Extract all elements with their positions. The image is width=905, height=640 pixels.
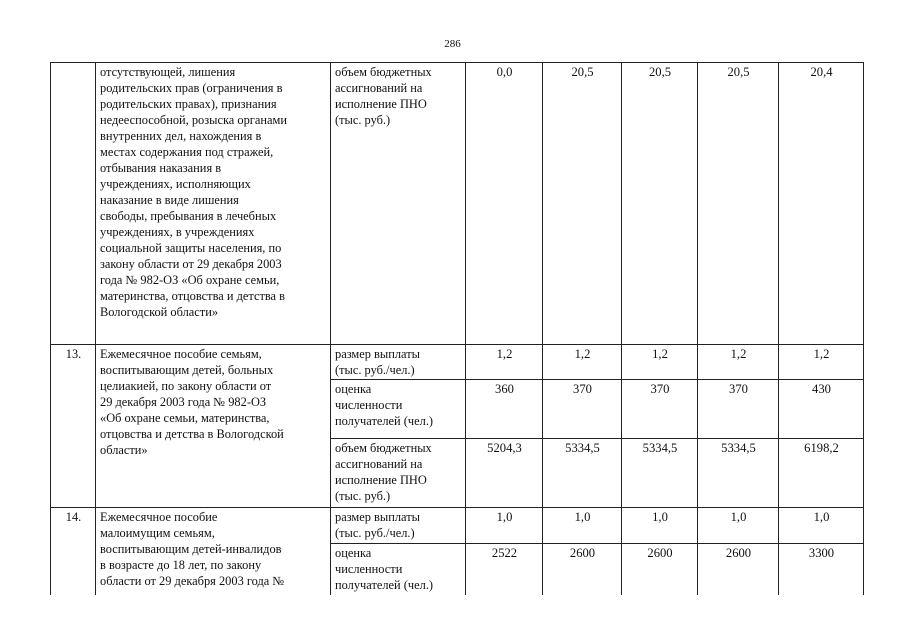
description-line: внутренних дел, нахождения в [100,129,262,143]
description-line: родительских правах), признания [100,97,277,111]
indicator-label [331,508,466,544]
value-cell: 1,0 [622,508,698,544]
value-cell: 1,0 [779,508,864,544]
indicator-label-line: размер выплаты [335,347,420,361]
description-line: воспитывающим детей-инвалидов [100,542,282,556]
value-cell: 1,0 [466,508,543,544]
description-line: Ежемесячное пособие [100,510,218,524]
value-cell: 1,0 [543,508,622,544]
indicator-label-line: численности [335,398,403,412]
description-line: малоимущим семьям, [100,526,215,540]
measure-description [96,63,331,345]
description-line: учреждениях, исполняющих [100,177,251,191]
value-cell: 430 [779,380,864,439]
value-cell: 370 [698,380,779,439]
program-table [50,62,864,595]
value-cell: 2600 [698,544,779,595]
description-line: учреждениях, в учреждениях [100,225,255,239]
indicator-label-line: оценка [335,546,372,560]
table-row [51,345,864,380]
description-line: недееспособной, розыска органами [100,113,287,127]
value-cell: 5334,5 [622,439,698,508]
measure-description [96,345,331,508]
value-cell: 0,0 [466,63,543,345]
description-line: родительских прав (ограничения в [100,81,283,95]
indicator-label-line: оценка [335,382,372,396]
description-line: наказание в виде лишения [100,193,239,207]
row-number: 14. [51,508,96,595]
value-cell: 2600 [543,544,622,595]
description-line: закону области от 29 декабря 2003 [100,257,282,271]
indicator-label-line: (тыс. руб.) [335,113,391,127]
description-line: 29 декабря 2003 года № 982-ОЗ [100,395,267,409]
value-cell: 5334,5 [698,439,779,508]
description-line: отбывания наказания в [100,161,222,175]
description-line: целиакией, по закону области от [100,379,272,393]
indicator-label-line: получателей (чел.) [335,414,434,428]
value-cell: 2522 [466,544,543,595]
row-number [51,63,96,345]
description-line: области» [100,443,148,457]
row-number: 13. [51,345,96,508]
description-line: области от 29 декабря 2003 года № [100,574,285,588]
value-cell: 6198,2 [779,439,864,508]
indicator-label-line: исполнение ПНО [335,97,427,111]
indicator-label-line: исполнение ПНО [335,473,427,487]
indicator-label-line: объем бюджетных [335,65,432,79]
description-line: местах содержания под стражей, [100,145,274,159]
value-cell: 360 [466,380,543,439]
value-cell: 20,4 [779,63,864,345]
description-line: в возрасте до 18 лет, по закону [100,558,262,572]
value-cell: 1,0 [698,508,779,544]
value-cell: 1,2 [622,345,698,380]
indicator-label-line: (тыс. руб.) [335,489,391,503]
value-cell: 20,5 [543,63,622,345]
description-line: отсутствующей, лишения [100,65,236,79]
value-cell: 3300 [779,544,864,595]
description-line: «Об охране семьи, материнства, [100,411,270,425]
measure-description [96,508,331,595]
description-line: года № 982-ОЗ «Об охране семьи, [100,273,280,287]
table-row [51,63,864,345]
indicator-label-line: (тыс. руб./чел.) [335,526,415,540]
indicator-label-line: численности [335,562,403,576]
indicator-label-line: размер выплаты [335,510,420,524]
indicator-label [331,380,466,439]
indicator-label-line: ассигнований на [335,457,423,471]
value-cell: 1,2 [543,345,622,380]
value-cell: 370 [622,380,698,439]
description-line: воспитывающим детей, больных [100,363,274,377]
description-line: свободы, пребывания в лечебных [100,209,277,223]
value-cell: 370 [543,380,622,439]
indicator-label-line: объем бюджетных [335,441,432,455]
page-number: 286 [444,38,461,50]
indicator-label [331,345,466,380]
indicator-label [331,439,466,508]
indicator-label [331,544,466,595]
value-cell: 1,2 [779,345,864,380]
indicator-label-line: ассигнований на [335,81,423,95]
description-line: отцовства и детства в Вологодской [100,427,284,441]
indicator-label-line: получателей (чел.) [335,578,434,592]
table-body [51,63,864,595]
value-cell: 1,2 [698,345,779,380]
description-line: Ежемесячное пособие семьям, [100,347,262,361]
description-line: Вологодской области» [100,305,219,319]
indicator-label-line: (тыс. руб./чел.) [335,363,415,377]
value-cell: 2600 [622,544,698,595]
description-line: материнства, отцовства и детства в [100,289,285,303]
value-cell: 20,5 [698,63,779,345]
value-cell: 5334,5 [543,439,622,508]
table-row [51,508,864,544]
value-cell: 1,2 [466,345,543,380]
indicator-label [331,63,466,345]
value-cell: 20,5 [622,63,698,345]
description-line: социальной защиты населения, по [100,241,282,255]
value-cell: 5204,3 [466,439,543,508]
